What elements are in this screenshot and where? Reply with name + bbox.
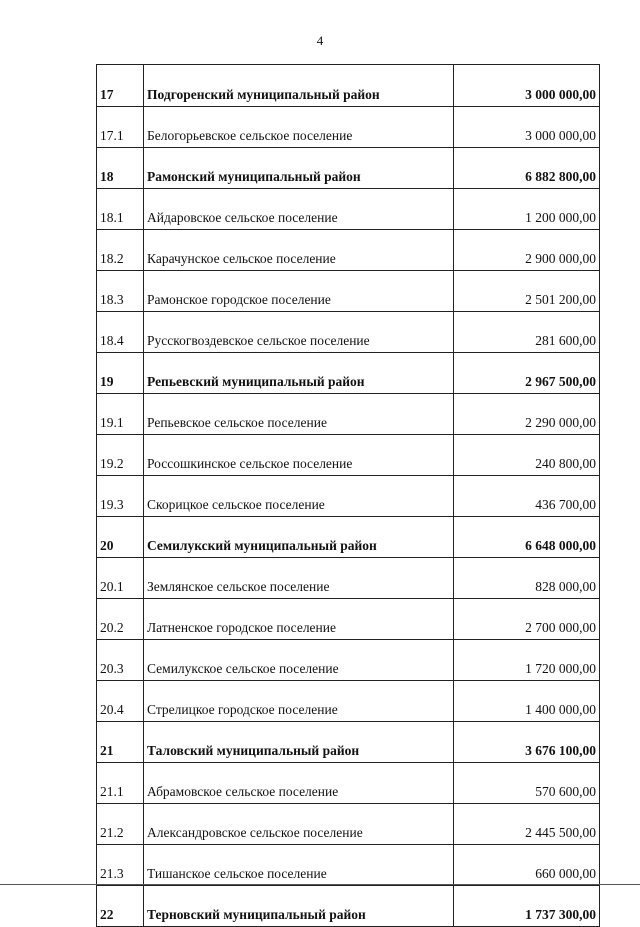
municipality-name-cell: Терновский муниципальный район bbox=[144, 886, 454, 927]
amount-cell: 2 501 200,00 bbox=[454, 271, 600, 312]
row-number-cell: 20.1 bbox=[97, 558, 144, 599]
amount-cell: 828 000,00 bbox=[454, 558, 600, 599]
row-number-cell: 19 bbox=[97, 353, 144, 394]
page-bottom-rule bbox=[0, 884, 640, 885]
row-number-cell: 20.3 bbox=[97, 640, 144, 681]
settlement-row bbox=[97, 107, 600, 148]
settlement-row bbox=[97, 394, 600, 435]
municipality-name-cell: Репьевский муниципальный район bbox=[144, 353, 454, 394]
settlement-row bbox=[97, 804, 600, 845]
row-number-cell: 21.3 bbox=[97, 845, 144, 886]
settlement-row bbox=[97, 435, 600, 476]
budget-allocation-table bbox=[96, 64, 600, 927]
amount-cell: 1 400 000,00 bbox=[454, 681, 600, 722]
amount-cell: 3 676 100,00 bbox=[454, 722, 600, 763]
settlement-row bbox=[97, 476, 600, 517]
amount-cell: 6 648 000,00 bbox=[454, 517, 600, 558]
municipality-name-cell: Белогорьевское сельское поселение bbox=[144, 107, 454, 148]
row-number-cell: 21 bbox=[97, 722, 144, 763]
amount-cell: 436 700,00 bbox=[454, 476, 600, 517]
district-row bbox=[97, 148, 600, 189]
row-number-cell: 20 bbox=[97, 517, 144, 558]
settlement-row bbox=[97, 640, 600, 681]
municipality-name-cell: Русскогвоздевское сельское поселение bbox=[144, 312, 454, 353]
municipality-name-cell: Репьевское сельское поселение bbox=[144, 394, 454, 435]
amount-cell: 6 882 800,00 bbox=[454, 148, 600, 189]
row-number-cell: 18.4 bbox=[97, 312, 144, 353]
row-number-cell: 18.3 bbox=[97, 271, 144, 312]
row-number-cell: 19.2 bbox=[97, 435, 144, 476]
municipality-name-cell: Землянское сельское поселение bbox=[144, 558, 454, 599]
district-row bbox=[97, 65, 600, 107]
page-number: 4 bbox=[316, 33, 324, 48]
settlement-row bbox=[97, 271, 600, 312]
row-number-cell: 19.3 bbox=[97, 476, 144, 517]
amount-cell: 1 737 300,00 bbox=[454, 886, 600, 927]
district-row bbox=[97, 353, 600, 394]
amount-cell: 2 900 000,00 bbox=[454, 230, 600, 271]
settlement-row bbox=[97, 230, 600, 271]
district-row bbox=[97, 722, 600, 763]
row-number-cell: 17 bbox=[97, 65, 144, 107]
amount-cell: 2 967 500,00 bbox=[454, 353, 600, 394]
municipality-name-cell: Россошкинское сельское поселение bbox=[144, 435, 454, 476]
row-number-cell: 21.1 bbox=[97, 763, 144, 804]
amount-cell: 570 600,00 bbox=[454, 763, 600, 804]
row-number-cell: 22 bbox=[97, 886, 144, 927]
row-number-cell: 17.1 bbox=[97, 107, 144, 148]
amount-cell: 3 000 000,00 bbox=[454, 107, 600, 148]
settlement-row bbox=[97, 558, 600, 599]
row-number-cell: 18 bbox=[97, 148, 144, 189]
municipality-name-cell: Александровское сельское поселение bbox=[144, 804, 454, 845]
amount-cell: 1 720 000,00 bbox=[454, 640, 600, 681]
district-row bbox=[97, 886, 600, 927]
municipality-name-cell: Айдаровское сельское поселение bbox=[144, 189, 454, 230]
row-number-cell: 18.1 bbox=[97, 189, 144, 230]
settlement-row bbox=[97, 763, 600, 804]
settlement-row bbox=[97, 681, 600, 722]
municipality-name-cell: Семилукское сельское поселение bbox=[144, 640, 454, 681]
amount-cell: 2 290 000,00 bbox=[454, 394, 600, 435]
municipality-name-cell: Семилукский муниципальный район bbox=[144, 517, 454, 558]
amount-cell: 2 700 000,00 bbox=[454, 599, 600, 640]
row-number-cell: 21.2 bbox=[97, 804, 144, 845]
settlement-row bbox=[97, 312, 600, 353]
municipality-name-cell: Скорицкое сельское поселение bbox=[144, 476, 454, 517]
district-row bbox=[97, 517, 600, 558]
municipality-name-cell: Карачунское сельское поселение bbox=[144, 230, 454, 271]
municipality-name-cell: Тишанское сельское поселение bbox=[144, 845, 454, 886]
municipality-name-cell: Стрелицкое городское поселение bbox=[144, 681, 454, 722]
settlement-row bbox=[97, 599, 600, 640]
table-body bbox=[97, 65, 600, 927]
row-number-cell: 20.2 bbox=[97, 599, 144, 640]
settlement-row bbox=[97, 189, 600, 230]
amount-cell: 3 000 000,00 bbox=[454, 65, 600, 107]
amount-cell: 1 200 000,00 bbox=[454, 189, 600, 230]
row-number-cell: 18.2 bbox=[97, 230, 144, 271]
settlement-row bbox=[97, 845, 600, 886]
municipality-name-cell: Абрамовское сельское поселение bbox=[144, 763, 454, 804]
municipality-name-cell: Подгоренский муниципальный район bbox=[144, 65, 454, 107]
municipality-name-cell: Рамонский муниципальный район bbox=[144, 148, 454, 189]
amount-cell: 2 445 500,00 bbox=[454, 804, 600, 845]
municipality-name-cell: Таловский муниципальный район bbox=[144, 722, 454, 763]
municipality-name-cell: Латненское городское поселение bbox=[144, 599, 454, 640]
municipality-name-cell: Рамонское городское поселение bbox=[144, 271, 454, 312]
amount-cell: 660 000,00 bbox=[454, 845, 600, 886]
amount-cell: 240 800,00 bbox=[454, 435, 600, 476]
row-number-cell: 19.1 bbox=[97, 394, 144, 435]
amount-cell: 281 600,00 bbox=[454, 312, 600, 353]
row-number-cell: 20.4 bbox=[97, 681, 144, 722]
